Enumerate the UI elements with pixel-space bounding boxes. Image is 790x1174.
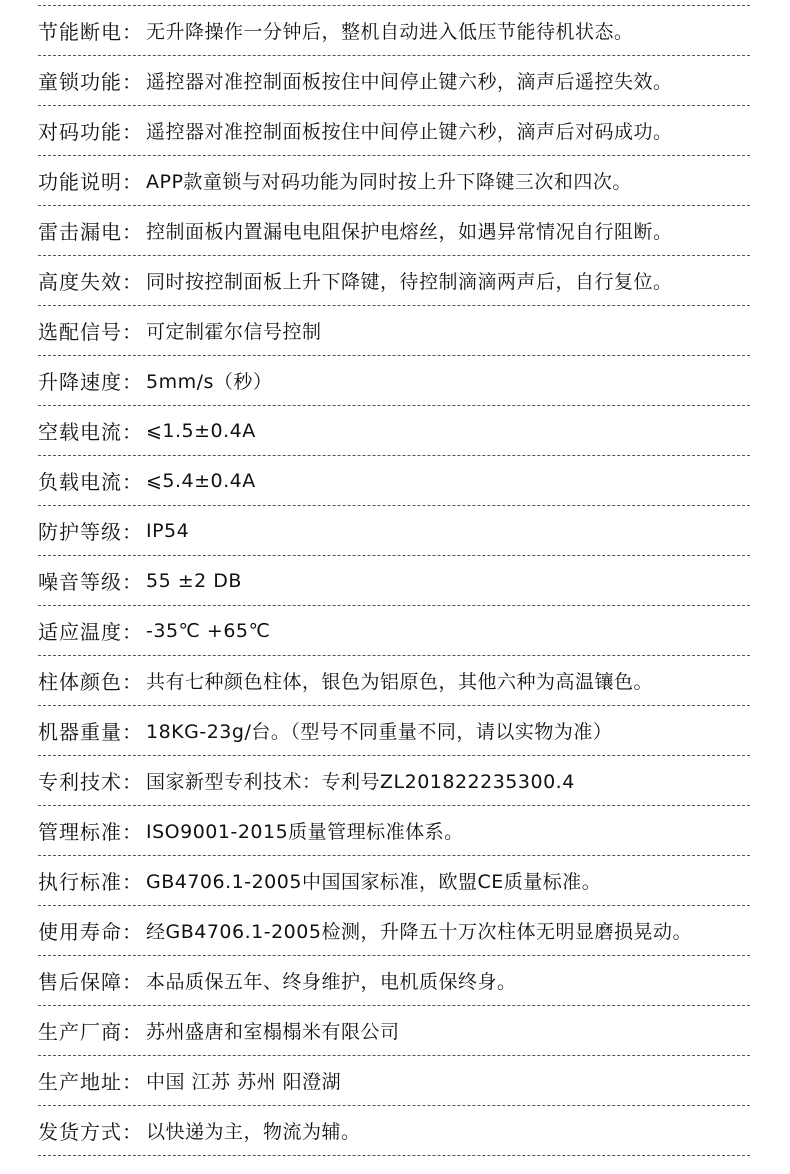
spec-colon: ： — [122, 470, 142, 494]
spec-label: 生产厂商 — [38, 1020, 122, 1044]
spec-row-execution-standard — [38, 856, 750, 906]
spec-label: 升降速度 — [38, 370, 122, 394]
spec-row-surge-leakage — [38, 206, 750, 256]
spec-label: 执行标准 — [38, 870, 122, 894]
spec-colon: ： — [122, 170, 142, 194]
spec-label: 噪音等级 — [38, 570, 122, 594]
spec-row-child-lock — [38, 56, 750, 106]
spec-colon: ： — [122, 570, 142, 594]
spec-row-height-reset — [38, 256, 750, 306]
spec-value: ⩽1.5±0.4A — [146, 419, 256, 442]
spec-value: ISO9001-2015质量管理标准体系。 — [146, 821, 464, 843]
spec-row-function-note — [38, 156, 750, 206]
spec-value: 无升降操作一分钟后，整机自动进入低压节能待机状态。 — [146, 21, 634, 43]
spec-row-address — [38, 1056, 750, 1106]
spec-row-patent — [38, 756, 750, 806]
spec-colon: ： — [122, 1120, 142, 1144]
spec-label: 对码功能 — [38, 120, 122, 144]
spec-colon: ： — [122, 320, 142, 344]
spec-label: 生产地址 — [38, 1070, 122, 1094]
spec-row-column-color — [38, 656, 750, 706]
spec-row-load-current — [38, 456, 750, 506]
spec-row-noise-level — [38, 556, 750, 606]
spec-label: 负载电流 — [38, 470, 122, 494]
spec-label: 节能断电 — [38, 20, 122, 44]
spec-label: 雷击漏电 — [38, 220, 122, 244]
spec-label: 柱体颜色 — [38, 670, 122, 694]
spec-colon: ： — [122, 920, 142, 944]
spec-label: 使用寿命 — [38, 920, 122, 944]
spec-label: 高度失效 — [38, 270, 122, 294]
spec-colon: ： — [122, 1020, 142, 1044]
spec-row-shipping — [38, 1106, 750, 1156]
spec-label: 适应温度 — [38, 620, 122, 644]
spec-colon: ： — [122, 770, 142, 794]
spec-label: 防护等级 — [38, 520, 122, 544]
spec-colon: ： — [122, 1070, 142, 1094]
spec-label: 选配信号 — [38, 320, 122, 344]
spec-value: 苏州盛唐和室榻榻米有限公司 — [146, 1021, 400, 1043]
spec-value: 可定制霍尔信号控制 — [146, 321, 322, 343]
spec-value: 经GB4706.1-2005检测，升降五十万次柱体无明显磨损晃动。 — [146, 921, 692, 943]
spec-label: 售后保障 — [38, 970, 122, 994]
spec-colon: ： — [122, 670, 142, 694]
spec-value: 以快递为主，物流为辅。 — [146, 1121, 361, 1143]
spec-row-lift-speed — [38, 356, 750, 406]
spec-row-pairing — [38, 106, 750, 156]
spec-row-temperature — [38, 606, 750, 656]
spec-value: 国家新型专利技术：专利号ZL201822235300.4 — [146, 771, 575, 793]
spec-row-protection-rating — [38, 506, 750, 556]
spec-label: 发货方式 — [38, 1120, 122, 1144]
spec-label: 专利技术 — [38, 770, 122, 794]
spec-row-idle-current — [38, 406, 750, 456]
spec-colon: ： — [122, 220, 142, 244]
spec-value: 55 ±2 DB — [146, 569, 242, 592]
spec-value: 控制面板内置漏电电阻保护电熔丝，如遇异常情况自行阻断。 — [146, 221, 673, 243]
spec-row-energy-saving — [38, 6, 750, 56]
spec-value: IP54 — [146, 519, 190, 542]
spec-value: 遥控器对准控制面板按住中间停止键六秒，滴声后对码成功。 — [146, 121, 673, 143]
spec-colon: ： — [122, 420, 142, 444]
spec-value: GB4706.1-2005中国国家标准，欧盟CE质量标准。 — [146, 871, 602, 893]
spec-colon: ： — [122, 70, 142, 94]
spec-colon: ： — [122, 370, 142, 394]
spec-row-management-standard — [38, 806, 750, 856]
spec-label: 功能说明 — [38, 170, 122, 194]
spec-colon: ： — [122, 270, 142, 294]
spec-label: 童锁功能 — [38, 70, 122, 94]
spec-value: -35℃ +65℃ — [146, 619, 271, 642]
spec-colon: ： — [122, 870, 142, 894]
spec-colon: ： — [122, 620, 142, 644]
spec-value: 中国 江苏 苏州 阳澄湖 — [146, 1071, 342, 1093]
spec-row-manufacturer — [38, 1006, 750, 1056]
spec-colon: ： — [122, 120, 142, 144]
spec-value: 本品质保五年、终身维护，电机质保终身。 — [146, 971, 517, 993]
spec-colon: ： — [122, 720, 142, 744]
spec-colon: ： — [122, 970, 142, 994]
spec-row-optional-signal — [38, 306, 750, 356]
spec-label: 空载电流 — [38, 420, 122, 444]
spec-row-weight — [38, 706, 750, 756]
spec-value: APP款童锁与对码功能为同时按上升下降键三次和四次。 — [146, 171, 632, 193]
spec-value: 遥控器对准控制面板按住中间停止键六秒，滴声后遥控失效。 — [146, 71, 673, 93]
spec-value: ⩽5.4±0.4A — [146, 469, 256, 492]
spec-value: 5mm/s（秒） — [146, 371, 273, 393]
spec-colon: ： — [122, 820, 142, 844]
spec-row-after-sales — [38, 956, 750, 1006]
spec-value: 18KG-23g/台。（型号不同重量不同，请以实物为准） — [146, 721, 613, 743]
spec-value: 同时按控制面板上升下降键，待控制滴滴两声后，自行复位。 — [146, 271, 673, 293]
spec-row-service-life — [38, 906, 750, 956]
spec-colon: ： — [122, 520, 142, 544]
spec-colon: ： — [122, 20, 142, 44]
spec-label: 机器重量 — [38, 720, 122, 744]
spec-label: 管理标准 — [38, 820, 122, 844]
spec-value: 共有七种颜色柱体，银色为铝原色，其他六种为高温镶色。 — [146, 671, 654, 693]
